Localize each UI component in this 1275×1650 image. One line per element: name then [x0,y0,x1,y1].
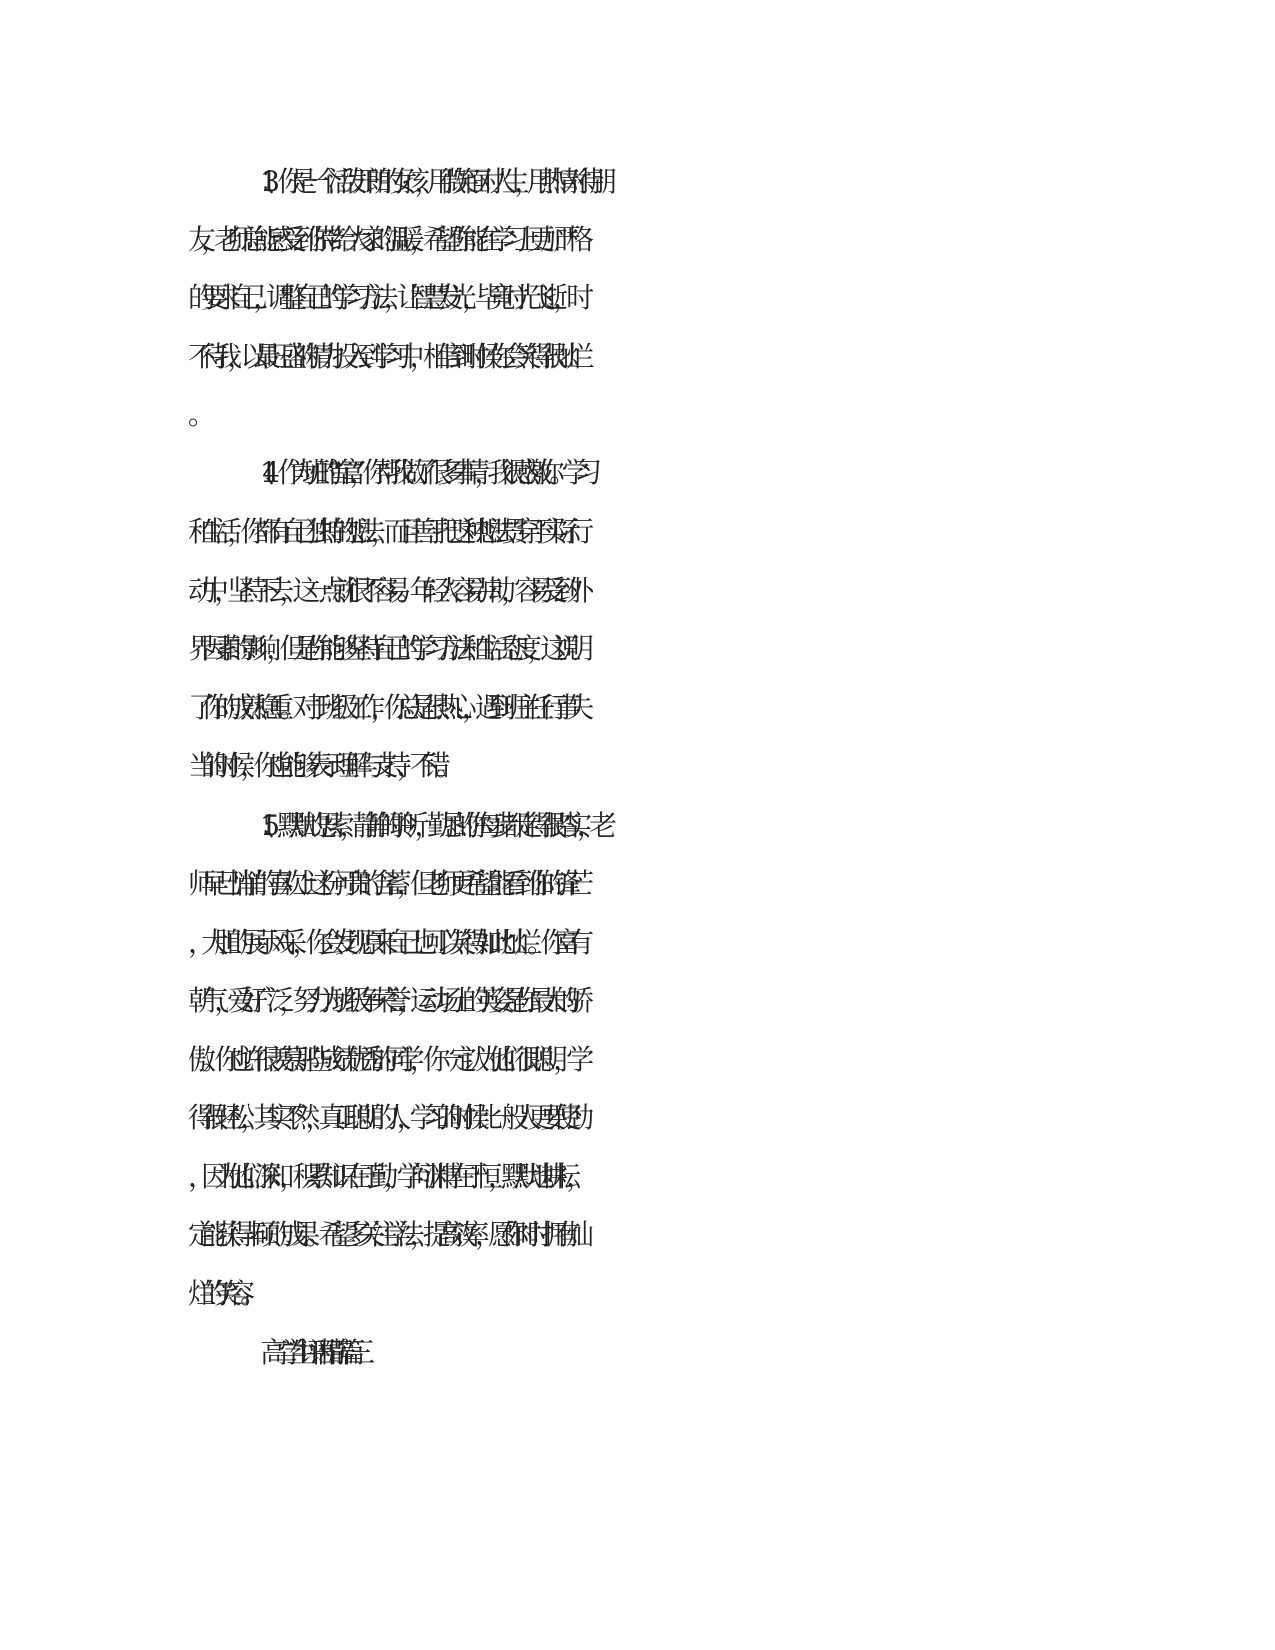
paragraph-14-line-6: 当的时候，你也能够表示理解与支持，不错。 [188,749,449,782]
paragraph-15-line-6: 得很轻松，其实不然，真正聪明的人，学习的时候比一般人更要使劲 [188,1101,580,1134]
paragraph-15-line-8: 定能获得丰硕的成果。希望多关注学法，提高效率，愿你时时拥有灿 [188,1218,580,1251]
paragraph-14-line-1: 14、作为班的“首富”，你帮我做了很多事情，我很感激你。学习 [260,456,587,489]
paragraph-13-line-2: 友，老师总能感受到你带给大家的温暖，希望你能在学习上更加严格 [188,223,580,256]
paragraph-15-line-5: 傲。你也许很羡慕那些成绩优秀的同学，你一定认为他们很聪明，学 [188,1043,580,1076]
paragraph-14-line-4: 界因素的影响，但是你能够坚持自己的学习方法和生活态度，这说明 [188,632,580,665]
paragraph-14-line-5: 了你的成熟稳重。对于班级工作，你总是很热心，遇到班主任行事失 [188,691,580,724]
paragraph-13-line-1: 13、你是一个活泼开朗的女孩，用微笑面对人生，用热情对待朋 [260,165,602,198]
paragraph-15-line-9: 烂的笑容。 [188,1277,254,1310]
section-heading: 高二学生评语精辟篇三 [260,1336,357,1369]
paragraph-13-line-3: 的要求自己，调整自己的学习方法，让智慧发光，毕竟时光飞逝，时 [188,281,580,314]
paragraph-15-line-1: 15、默默的思索，静静的聆听，勤恳的你每步都走得很踏实，老 [260,809,602,842]
paragraph-15-line-3: ，大胆的展示风采，你会发现原来自己也可以笑得如此灿烂。你富有 [188,926,580,959]
paragraph-14-line-2: 和生活，你都有自己独特的想法，而且善于把这种想法贯穿于实际行 [188,515,580,548]
paragraph-15-line-4: 朝气，爱好广泛，努力为班级争荣誉，运动场上的英姿是你最大的骄 [188,984,580,1017]
paragraph-13-line-4: 不待我，以最旺盛的精力投入到学习中，相信到时候你会笑得很灿烂 [188,340,580,373]
paragraph-14-line-3: 动中，坚持下去，这一点就很不容易。年轻人容易冲动，容易受到外 [188,574,580,607]
paragraph-15-line-7: ，因为他们深知，积累知识在于勤，学问渊博在于恒，默默地耕耘， [188,1160,580,1193]
paragraph-15-line-2: 师早已悄悄的喜欢上这份可贵的含蓄，但老师更希望能看到你的锋芒 [188,867,580,900]
paragraph-13-line-5: 。 [188,398,202,431]
